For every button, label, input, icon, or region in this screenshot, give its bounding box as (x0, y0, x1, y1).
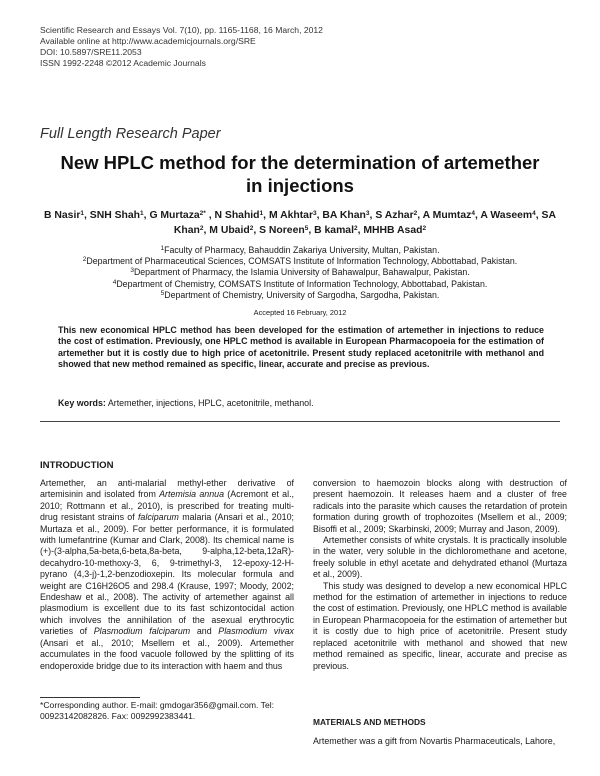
author: SNH Shah$^1$, (89, 210, 150, 221)
author: BA Khan$^3$, (322, 210, 376, 221)
right-paragraph-3: This study was designed to develop a new economical HPLC method for the estimation of artemether in injections to reduce the cost of estimation. Previously, one HPLC method is available in European Pharmacopoeia for the estimation of artemether but it is costly due to high price of acetonitrile. Present study replaced acetonitrile with methanol and showed that new method remained as specific, linear, accurate and precise as previous. (313, 580, 567, 671)
right-column (313, 478, 567, 672)
journal-header (40, 25, 323, 69)
author: M Akhtar$^3$, (268, 210, 323, 221)
author: S Noreen$^5$, (259, 225, 315, 236)
footnote-rule (40, 697, 140, 698)
methods-heading: MATERIALS AND METHODS (313, 717, 426, 727)
doi: DOI: 10.5897/SRE11.2053 (40, 47, 142, 57)
paper-title (40, 151, 560, 197)
corresponding-author-footnote: *Corresponding author. E-mail: gmdogar356@gmail.com. Tel: 00923142082826. Fax: 0092992383441. (40, 700, 275, 721)
right-paragraph-2: Artemether consists of white crystals. It is practically insoluble in the water, very soluble in the dichloromethane and acetone, freely soluble in ethyl acetate and dehydrated ethanol (Murtaza et al., 2009). (313, 535, 567, 580)
author: S Azhar$^2$, (375, 210, 423, 221)
affiliation: $^5$Department of Chemistry, University of Sargodha, Sargodha, Pakistan. (160, 289, 440, 300)
title-line-1: New HPLC method for the determination of artemether (60, 152, 540, 173)
introduction-paragraph: Artemether, an anti-malarial methyl-ether derivative of artemisinin and isolated from Artemisia annua (Acremont et al., 2010; Rottmann et al., 2010), is prescribed for treating multi-drug resistant strains of falciparum malaria (Ansari et al., 2010; Murtaza et al., 2009). For better performance, it is formulated with lumefantrine (Kumar and Clark, 2008). Its chemical name is (+)-(3-alpha,5a-beta,6-beta,8a-beta, 9-alpha,12-beta,12aR)-decahydro-10-methoxy-3, 6, 9-trimethyl-3, 12-epoxy-12-H-pyrano (4,3-j)-1,2-benzodioxepin. Its molecular formula and weight are C16H26O5 and 298.4 (Krause, 1997; Moody, 2002; Endeshaw et al., 2008). The activity of artemether against all plasmodium is excellent due to its fast schizontocidal action which involves the annihilation of the asexual erythrocytic varieties of Plasmodium falciparum and Plasmodium vivax (Ansari et al., 2010; Msellem et al., 2009). Artemether accumulates in the food vacuole followed by the splitting of its endoperoxide bridge due to its interaction with haem and thus (40, 478, 295, 671)
abstract: This new economical HPLC method has been developed for the estimation of artemether in injections to reduce the cost of estimation. Previously, one HPLC method is available in European Pharmacopoeia for the estimation of artemether but it is costly due to high price of acetonitrile. Present study replaced acetonitrile with methanol and showed that new method remained as specific, linear, accurate and precise as previous. (58, 325, 544, 370)
methods-text: Artemether was a gift from Novartis Pharmaceuticals, Lahore, (313, 736, 556, 746)
affiliation: $^1$Faculty of Pharmacy, Bahauddin Zakariya University, Multan, Pakistan. (160, 245, 440, 255)
author: SA Khan$^2$, (173, 210, 556, 236)
introduction-heading: INTRODUCTION (40, 460, 114, 471)
right-paragraph-1: conversion to haemozoin blocks along with destruction of present haemozoin. It releases haem and a cluster of free radicals into the parasite which causes the retardation of protein formation during growth of trophozoites (Msellem et al., 2009; Bisoffi et al., 2009; Skarbinski, 2009; Murray and Jason, 2009). (313, 478, 567, 534)
accepted-date: Accepted 16 February, 2012 (253, 308, 347, 317)
affiliation: $^4$Department of Chemistry, COMSATS Institute of Information Technology, Abbottabad, Pakistan. (112, 278, 488, 289)
affiliation: $^3$Department of Pharmacy, the Islamia University of Bahawalpur, Bahawalpur, Pakistan. (130, 267, 470, 278)
author-list (40, 208, 560, 238)
issn: ISSN 1992-2248 ©2012 Academic Journals (40, 58, 206, 68)
author: G Murtaza$^{2*}$ , (149, 210, 215, 221)
author: B kamal$^2$, (314, 225, 364, 236)
author: MHHB Asad$^2$ (363, 225, 427, 236)
author: A Mumtaz$^4$, (422, 210, 481, 221)
author: A Waseem$^4$, (480, 210, 542, 221)
affiliation: $^2$Department of Pharmaceutical Sciences, COMSATS Institute of Information Technology, Abbottabad, Pakistan. (82, 256, 518, 267)
section-divider (40, 421, 560, 422)
title-line-2: in injections (246, 175, 354, 196)
keywords-label: Key words: (58, 398, 106, 408)
journal-citation: Scientific Research and Essays Vol. 7(10), pp. 1165-1168, 16 March, 2012 (40, 25, 323, 35)
author: M Ubaid$^2$, (209, 225, 260, 236)
affiliations (40, 245, 560, 301)
author: N Shahid$^1$, (214, 210, 269, 221)
paper-type: Full Length Research Paper (40, 126, 221, 142)
online-availability: Available online at http://www.academicjournals.org/SRE (40, 36, 256, 46)
author: B Nasir$^1$, (44, 210, 90, 221)
keywords (58, 398, 544, 409)
keywords-text: Artemether, injections, HPLC, acetonitrile, methanol. (107, 398, 314, 408)
introduction-column (40, 478, 294, 672)
